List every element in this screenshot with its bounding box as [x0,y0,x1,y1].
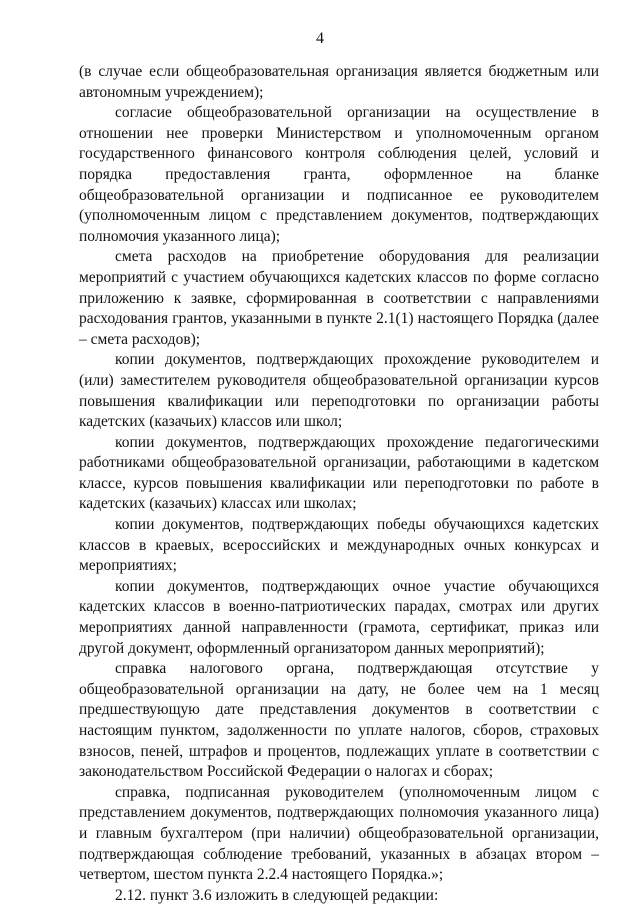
paragraph-director-training: копии документов, подтверждающих прохождение руководителем и (или) заместителем руководителя общеобразовательной организации курсов повышения квалификации или переподготовки по организации работы кадетских (казачьих) классов или школ; [79,351,599,431]
paragraph-budget-clause: (в случае если общеобразовательная организация является бюджетным или автономным учреждением); [79,63,599,101]
page-number: 4 [316,30,324,47]
paragraph-tax-certificate: справка налогового органа, подтверждающая отсутствие у общеобразовательной организации на дату, не более чем на 1 месяц предшествующую дате представления документов в соответствии с настоящим пунктом, задолженности по уплате налогов, сборов, страховых взносов, пеней, штрафов и процентов, подлежащих уплате в соответствии с законодательством Российской Федерации о налогах и сборах; [79,660,599,781]
paragraph-student-victories: копии документов, подтверждающих победы обучающихся кадетских классов в краевых, всероссийских и международных очных конкурсах и мероприятиях; [79,516,599,575]
document-body [79,62,599,906]
paragraph-signed-certificate: справка, подписанная руководителем (уполномоченным лицом с представлением документов, подтверждающих полномочия указанного лица) и главным бухгалтером (при наличии) общеобразовательной организации, подтверждающая соблюдение требований, указанных в абзацах втором – четвертом, шестом пункта 2.2.4 настоящего Порядка.»; [79,783,599,884]
paragraph-patriotic-events: копии документов, подтверждающих очное участие обучающихся кадетских классов в военно-патриотических парадах, смотрах или других мероприятиях данной направленности (грамота, сертификат, приказ или другой документ, оформленный организатором данных мероприятий); [79,577,599,657]
paragraph-cost-estimate: смета расходов на приобретение оборудования для реализации мероприятий с участием обучающихся кадетских классов по форме согласно приложению к заявке, сформированная в соответствии с направлениями расходования грантов, указанными в пункте 2.1(1) настоящего Порядка (далее – смета расходов); [79,248,599,348]
paragraph-item-2-12: 2.12. пункт 3.6 изложить в следующей редакции: [115,886,439,904]
paragraph-teacher-training: копии документов, подтверждающих прохождение педагогическими работниками общеобразовательной организации, работающими в кадетском классе, курсов повышения квалификации или переподготовки по работе в кадетских (казачьих) классах или школах; [79,433,599,513]
paragraph-inspection-consent: согласие общеобразовательной организации на осуществление в отношении нее проверки Министерством и уполномоченным органом государственного финансового контроля соблюдения целей, условий и порядка предоставления гранта, оформленное на бланке общеобразовательной организации и подписанное ее руководителем (уполномоченным лицом с представлением документов, подтверждающих полномочия указанного лица); [79,104,599,245]
